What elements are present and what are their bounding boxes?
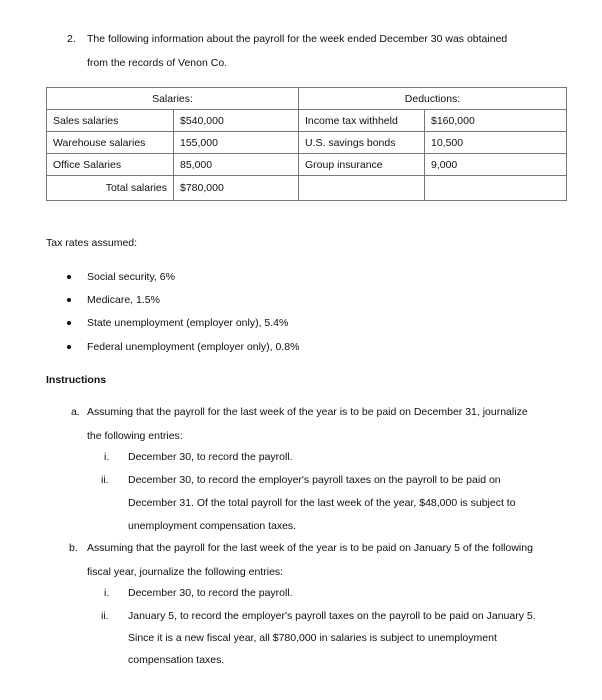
tax-rate-item: Social security, 6%	[87, 271, 175, 283]
instruction-text: January 5, to record the employer's payroll taxes on the payroll to be paid on January 5.	[128, 610, 536, 622]
instruction-text: compensation taxes.	[128, 654, 225, 666]
item-marker: ii.	[101, 474, 109, 486]
tax-rate-item: Federal unemployment (employer only), 0.8%	[87, 341, 300, 353]
question-text: from the records of Venon Co.	[87, 57, 228, 69]
tax-rates-heading: Tax rates assumed:	[46, 237, 138, 249]
payroll-table	[46, 87, 567, 201]
item-marker: b.	[69, 542, 78, 554]
instruction-text: December 30, to record the payroll.	[128, 587, 293, 599]
item-marker: a.	[71, 406, 80, 418]
bullet-icon	[67, 298, 71, 302]
table-row: Sales salaries $540,000 Income tax withheld $160,000	[47, 110, 567, 132]
tax-rate-item: Medicare, 1.5%	[87, 294, 160, 306]
instruction-text: December 30, to record the payroll.	[128, 451, 293, 463]
instruction-text: Assuming that the payroll for the last week of the year is to be paid on January 5 of the following	[87, 542, 533, 554]
table-row: Warehouse salaries 155,000 U.S. savings bonds 10,500	[47, 132, 567, 154]
item-marker: ii.	[101, 610, 109, 622]
total-row: Total salaries $780,000	[47, 176, 567, 201]
instruction-text: Since it is a new fiscal year, all $780,000 in salaries is subject to unemployment	[128, 632, 497, 644]
tax-rate-item: State unemployment (employer only), 5.4%	[87, 317, 289, 329]
bullet-icon	[67, 321, 71, 325]
instructions-heading: Instructions	[46, 374, 107, 386]
instruction-text: unemployment compensation taxes.	[128, 520, 297, 532]
instruction-text: the following entries:	[87, 430, 183, 442]
table-row: Office Salaries 85,000 Group insurance 9,000	[47, 154, 567, 176]
bullet-icon	[67, 345, 71, 349]
item-marker: i.	[104, 587, 110, 599]
bullet-icon	[67, 275, 71, 279]
question-number: 2.	[67, 33, 76, 45]
question-text: The following information about the payroll for the week ended December 30 was obtained	[87, 33, 508, 45]
salaries-header: Salaries:	[47, 88, 299, 110]
instruction-text: December 31. Of the total payroll for the last week of the year, $48,000 is subject to	[128, 497, 516, 509]
instruction-text: December 30, to record the employer's payroll taxes on the payroll to be paid on	[128, 474, 501, 486]
instruction-text: Assuming that the payroll for the last week of the year is to be paid on December 31, journalize	[87, 406, 528, 418]
item-marker: i.	[104, 451, 110, 463]
deductions-header: Deductions:	[299, 88, 567, 110]
instruction-text: fiscal year, journalize the following entries:	[87, 566, 284, 578]
